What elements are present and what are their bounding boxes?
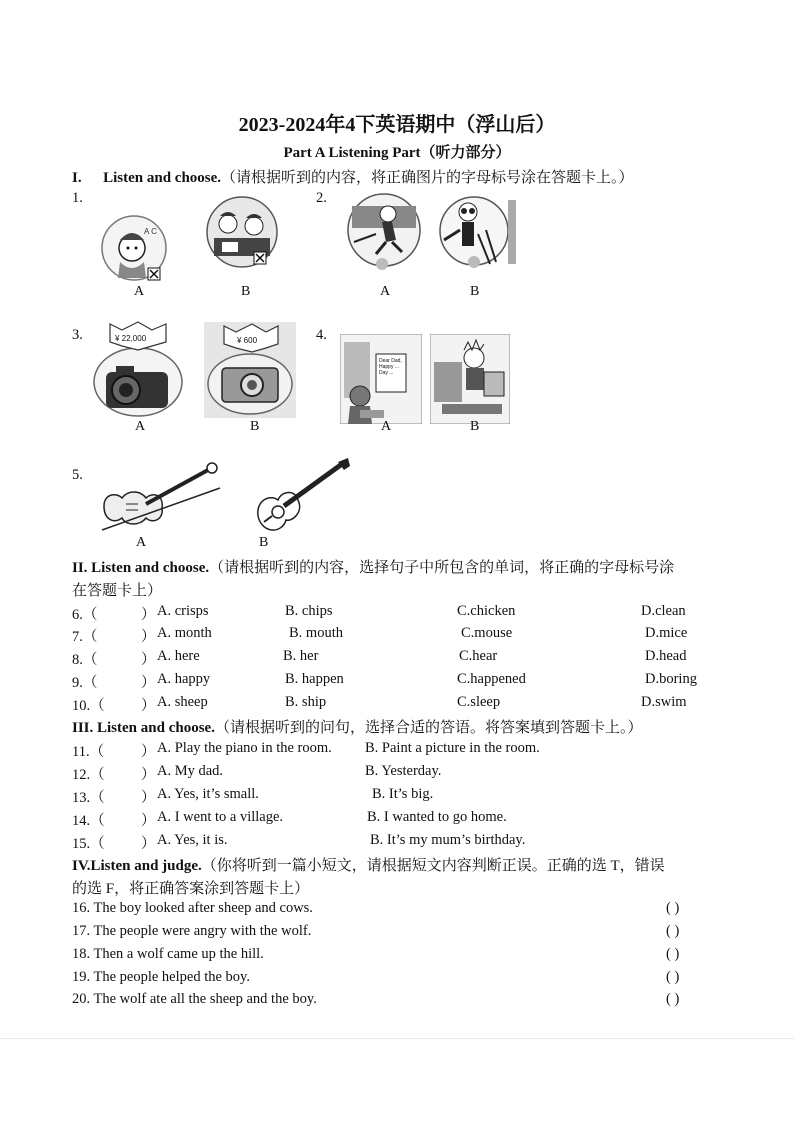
row-12-close: ） bbox=[141, 767, 156, 783]
section-3-heading bbox=[72, 716, 642, 737]
row-9-number[interactable]: 9.（ bbox=[72, 675, 98, 691]
question-1-image-a bbox=[100, 212, 170, 284]
question-2-option-b: B bbox=[470, 284, 480, 299]
question-3-price-a: ¥ 22,000 bbox=[115, 334, 147, 343]
section-4-instruction-1: （你将听到一篇小短文，请根据短文内容判断正误。正确的选 T，错误 bbox=[201, 858, 665, 874]
row-6-option-b: B. chips bbox=[285, 603, 333, 619]
row-13-option-b: B. It’s big. bbox=[372, 786, 434, 802]
question-1-number: 1. bbox=[72, 190, 83, 206]
row-9-option-b: B. happen bbox=[285, 671, 344, 687]
row-7-option-a: A. month bbox=[157, 625, 212, 641]
row-14-close: ） bbox=[141, 813, 156, 829]
row-6-close: ） bbox=[141, 607, 156, 623]
question-2-option-a: A bbox=[380, 284, 391, 299]
row-8-option-d: D.head bbox=[645, 648, 687, 664]
section-3-title: III. Listen and choose. bbox=[72, 720, 215, 736]
row-6-option-d: D.clean bbox=[641, 603, 686, 619]
row-13-option-a: A. Yes, it’s small. bbox=[157, 786, 259, 802]
question-3-option-b: B bbox=[250, 419, 260, 434]
question-4-image-b bbox=[430, 334, 510, 424]
row-7-number[interactable]: 7.（ bbox=[72, 629, 98, 645]
section-2-title: II. Listen and choose. bbox=[72, 560, 210, 576]
page-bottom-divider bbox=[0, 1038, 794, 1039]
row-12-option-a: A. My dad. bbox=[157, 763, 224, 779]
row-17-answer-blank[interactable]: ( ) bbox=[666, 923, 680, 939]
section-4-heading-line-1 bbox=[72, 854, 665, 875]
question-4-number: 4. bbox=[316, 327, 327, 343]
question-2-number: 2. bbox=[316, 190, 327, 206]
row-15-option-a: A. Yes, it is. bbox=[157, 832, 228, 848]
row-16-answer-blank[interactable]: ( ) bbox=[666, 900, 680, 916]
row-6-option-a: A. crisps bbox=[157, 603, 209, 619]
row-10-close: ） bbox=[141, 698, 156, 714]
row-10-option-d: D.swim bbox=[641, 694, 687, 710]
question-3-option-a: A bbox=[135, 419, 146, 434]
row-17-statement: 17. The people were angry with the wolf. bbox=[72, 923, 312, 939]
row-15-close: ） bbox=[141, 836, 156, 852]
row-19-answer-blank[interactable]: ( ) bbox=[666, 969, 680, 985]
question-5-image-a-violin bbox=[96, 460, 224, 540]
question-3-price-b: ¥ 600 bbox=[237, 336, 258, 345]
section-1-number: I. bbox=[72, 170, 82, 186]
row-11-close: ） bbox=[141, 744, 156, 760]
row-12-number[interactable]: 12.（ bbox=[72, 767, 105, 783]
question-3-number: 3. bbox=[72, 327, 83, 343]
row-10-number[interactable]: 10.（ bbox=[72, 698, 105, 714]
row-20-statement: 20. The wolf ate all the sheep and the boy. bbox=[72, 991, 317, 1007]
svg-text:A C: A C bbox=[144, 227, 157, 236]
row-9-close: ） bbox=[141, 675, 156, 691]
row-9-option-d: D.boring bbox=[645, 671, 697, 687]
row-7-option-b: B. mouth bbox=[289, 625, 343, 641]
row-18-statement: 18. Then a wolf came up the hill. bbox=[72, 946, 264, 962]
question-5-image-b-guitar bbox=[252, 456, 352, 540]
row-13-close: ） bbox=[141, 790, 156, 806]
page-title: 2023-2024年4下英语期中（浮山后） bbox=[238, 114, 556, 136]
row-8-option-c: C.hear bbox=[459, 648, 498, 664]
row-10-option-a: A. sheep bbox=[157, 694, 208, 710]
question-2-image-b bbox=[438, 194, 516, 270]
question-4-option-a: A bbox=[381, 419, 392, 434]
row-8-option-b: B. her bbox=[283, 648, 319, 664]
row-11-number[interactable]: 11.（ bbox=[72, 744, 105, 760]
row-10-option-b: B. ship bbox=[285, 694, 327, 710]
question-4-note: Dear Dad, Happy ... Day ... bbox=[379, 358, 402, 376]
question-1-option-b: B bbox=[241, 284, 251, 299]
section-4-title: IV.Listen and judge. bbox=[72, 858, 202, 874]
row-12-option-b: B. Yesterday. bbox=[365, 763, 442, 779]
row-20-answer-blank[interactable]: ( ) bbox=[666, 991, 680, 1007]
row-10-option-c: C.sleep bbox=[457, 694, 501, 710]
row-8-option-a: A. here bbox=[157, 648, 200, 664]
question-4-image-a bbox=[340, 334, 422, 424]
question-5-option-a: A bbox=[136, 535, 147, 550]
section-1-heading bbox=[72, 166, 634, 187]
row-11-option-b: B. Paint a picture in the room. bbox=[365, 740, 540, 756]
question-5-number: 5. bbox=[72, 467, 83, 483]
row-14-number[interactable]: 14.（ bbox=[72, 813, 105, 829]
section-1-instruction: （请根据听到的内容，将正确图片的字母标号涂在答题卡上。） bbox=[221, 170, 634, 186]
row-14-option-b: B. I wanted to go home. bbox=[367, 809, 507, 825]
row-6-number[interactable]: 6.（ bbox=[72, 607, 98, 623]
section-3-instruction: （请根据听到的问句，选择合适的答语。将答案填到答题卡上。） bbox=[214, 720, 643, 736]
row-11-option-a: A. Play the piano in the room. bbox=[157, 740, 332, 756]
row-16-statement: 16. The boy looked after sheep and cows. bbox=[72, 900, 313, 916]
question-4-option-b: B bbox=[470, 419, 480, 434]
row-15-number[interactable]: 15.（ bbox=[72, 836, 105, 852]
row-19-statement: 19. The people helped the boy. bbox=[72, 969, 250, 985]
row-7-option-d: D.mice bbox=[645, 625, 688, 641]
row-18-answer-blank[interactable]: ( ) bbox=[666, 946, 680, 962]
row-8-close: ） bbox=[141, 652, 156, 668]
row-14-option-a: A. I went to a village. bbox=[157, 809, 284, 825]
row-8-number[interactable]: 8.（ bbox=[72, 652, 98, 668]
section-2-instruction-2: 在答题卡上） bbox=[72, 583, 163, 599]
row-9-option-c: C.happened bbox=[457, 671, 526, 687]
question-1-image-b bbox=[200, 196, 284, 270]
row-15-option-b: B. It’s my mum’s birthday. bbox=[370, 832, 526, 848]
question-1-option-a: A bbox=[134, 284, 145, 299]
row-7-close: ） bbox=[141, 629, 156, 645]
section-2-heading-line-1 bbox=[72, 556, 674, 577]
row-9-option-a: A. happy bbox=[157, 671, 211, 687]
row-7-option-c: C.mouse bbox=[461, 625, 513, 641]
row-6-option-c: C.chicken bbox=[457, 603, 516, 619]
section-1-title: Listen and choose. bbox=[103, 170, 222, 186]
section-2-instruction-1: （请根据听到的内容，选择句子中所包含的单词，将正确的字母标号涂 bbox=[209, 560, 675, 576]
question-2-image-a bbox=[346, 192, 424, 270]
question-5-option-b: B bbox=[259, 535, 269, 550]
page-subtitle: Part A Listening Part（听力部分） bbox=[283, 145, 511, 161]
row-13-number[interactable]: 13.（ bbox=[72, 790, 105, 806]
section-4-instruction-2: 的选 F，将正确答案涂到答题卡上） bbox=[72, 881, 310, 897]
